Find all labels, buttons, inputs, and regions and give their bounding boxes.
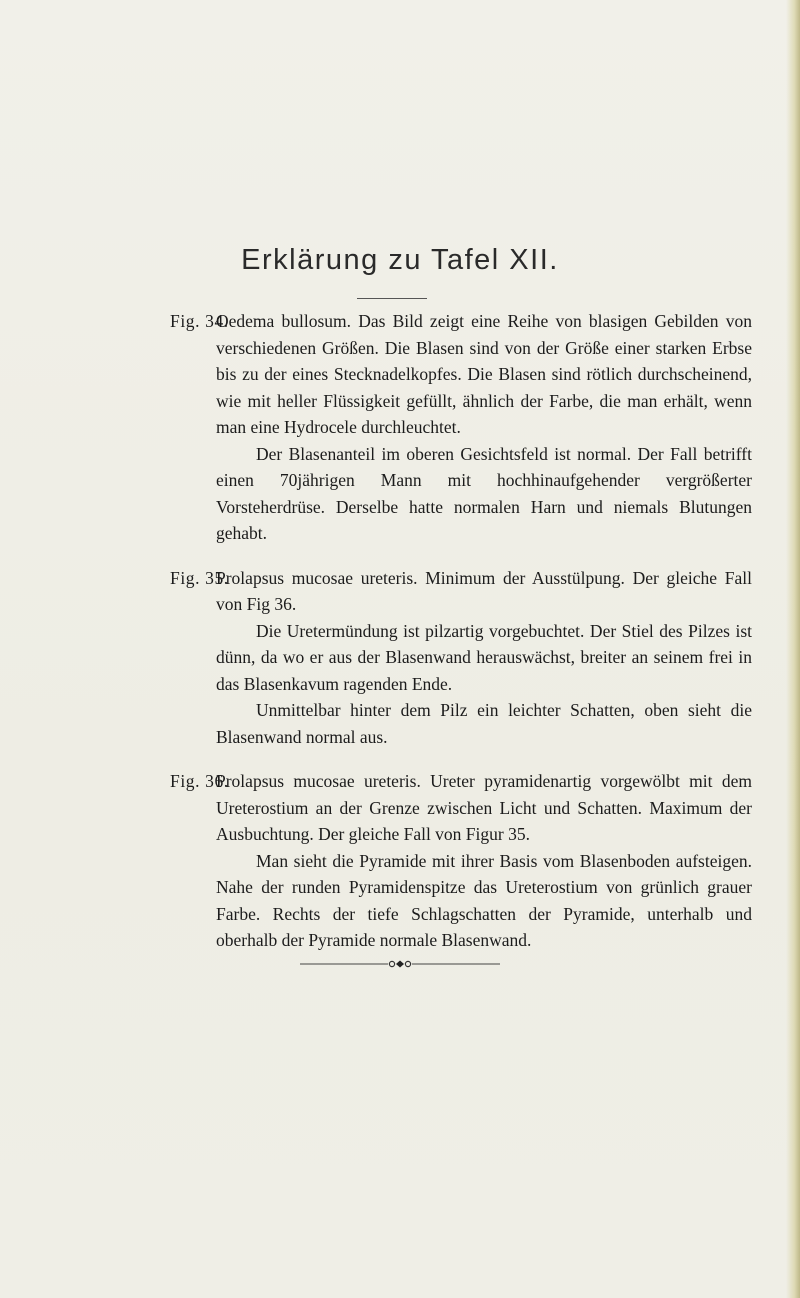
end-ornament <box>300 958 500 970</box>
paragraph-text: Oedema bullosum. Das Bild zeigt eine Reihe von blasigen Gebilden von verschiedenen Größen. Die Blasen sind von der Größe einer starken Erbse bis zu der eines Stecknadelkopfes. Die Blasen sind rötlich durchscheinend, wie mit heller Flüssigkeit gefüllt, ähnlich der Farbe, die man erhält, wenn man eine Hydrocele durchleuchtet. <box>216 311 752 437</box>
paragraph: Die Uretermündung ist pilzartig vorgebuchtet. Der Stiel des Pilzes ist dünn, da wo er aus der Blasenwand herauswächst, breiter an seinem frei in das Blasenkavum ragenden Ende. <box>216 620 752 694</box>
figure-explanations <box>170 308 752 972</box>
paragraph: Man sieht die Pyramide mit ihrer Basis vom Blasenboden aufsteigen. Nahe der runden Pyramidenspitze das Ureterostium von grünlich grauer Farbe. Rechts der tiefe Schlagschatten der Pyramide, unterhalb und oberhalb der Pyramide normale Blasenwand. <box>216 850 752 950</box>
page-title: Erklärung zu Tafel XII. <box>241 244 559 276</box>
paragraph: Unmittelbar hinter dem Pilz ein leichter Schatten, oben sieht die Blasenwand normal aus. <box>216 700 752 747</box>
entry-fig-35 <box>170 565 752 751</box>
paragraph: Prolapsus mucosae ureteris. Minimum der Ausstülpung. Der gleiche Fall von Fig 36. <box>216 567 752 614</box>
paragraph <box>216 308 752 441</box>
paragraph: Der Blasenanteil im oberen Gesichtsfeld ist normal. Der Fall betrifft einen 70jährigen Mann mit hochhinaufgehender vergrößerter Vorsteherdrüse. Derselbe hatte normalen Harn und niemals Blutungen gehabt. <box>216 443 752 543</box>
entry-fig-34 <box>170 308 752 547</box>
page-edge-shadow <box>786 0 800 1298</box>
figure-label: Fig. 35. <box>170 567 229 588</box>
figure-label: Fig. 34. <box>170 311 229 331</box>
paragraph: Prolapsus mucosae ureteris. Ureter pyramidenartig vorgewölbt mit dem Ureterostium an der Grenze zwischen Licht und Schatten. Maximum der Ausbuchtung. Der gleiche Fall von Figur 35. <box>216 771 752 844</box>
title-divider <box>357 298 427 299</box>
figure-label: Fig. 36. <box>170 771 229 791</box>
entry-fig-36 <box>170 768 752 954</box>
